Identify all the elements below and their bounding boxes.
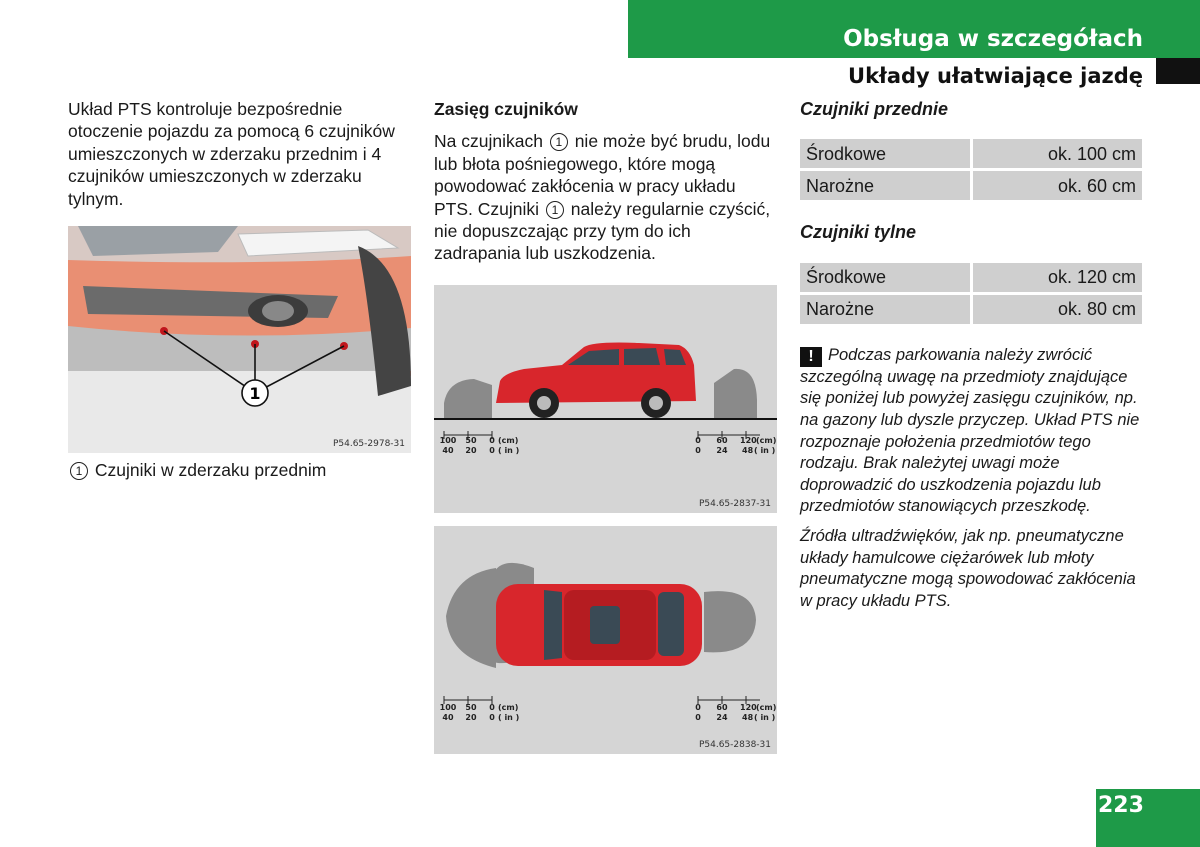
row-label: Środkowe — [800, 263, 973, 292]
scale-label: 60 — [716, 436, 728, 445]
rear-sensors-heading: Czujniki tylne — [800, 222, 917, 243]
scale-label: 48 — [742, 446, 754, 455]
scale-unit: ( in ) — [754, 713, 776, 722]
scale-unit: (cm) — [756, 703, 777, 712]
caption-text: Czujniki w zderzaku przednim — [94, 460, 327, 480]
row-value: ok. 60 cm — [973, 171, 1142, 200]
top-view-illustration — [434, 526, 777, 754]
figure-code: P54.65-2838-31 — [698, 740, 771, 750]
range-scale — [440, 431, 777, 455]
car-top-icon — [496, 584, 702, 666]
figure-code: P54.65-2978-31 — [332, 439, 405, 449]
scale-label: 50 — [465, 703, 477, 712]
scale-label: 0 — [489, 446, 495, 455]
scale-label: 20 — [465, 713, 477, 722]
chapter-tab-marker — [1156, 58, 1200, 84]
front-bumper-illustration — [68, 226, 411, 453]
scale-unit: ( in ) — [754, 446, 776, 455]
scale-label: 24 — [716, 446, 728, 455]
scale-label: 100 — [439, 436, 457, 445]
front-sensors-heading: Czujniki przednie — [800, 99, 949, 119]
front-sensors-table — [800, 136, 1142, 203]
row-label: Narożne — [800, 171, 973, 200]
sensor-range-paragraph — [434, 130, 779, 264]
scale-label: 0 — [489, 703, 495, 712]
table-row — [800, 263, 1142, 292]
section-header-bar — [628, 0, 1200, 58]
scale-label: 100 — [439, 703, 457, 712]
scale-label: 0 — [695, 703, 701, 712]
row-label: Narożne — [800, 295, 973, 324]
scale-label: 24 — [716, 713, 728, 722]
scale-label: 0 — [695, 713, 701, 722]
range-top-view-figure — [434, 526, 777, 754]
section-title: Obsługa w szczegółach — [843, 26, 1143, 52]
scale-unit: ( in ) — [498, 713, 520, 722]
note-paragraph: Źródła ultradźwięków, jak np. pneumatyczne układy hamulcowe ciężarówek lub młoty pneumatyczne mogą spowodować zakłócenia w pracy układu PTS. — [800, 526, 1136, 610]
car-side-icon — [496, 343, 696, 419]
callout-number: 1 — [249, 384, 261, 403]
scale-label: 120 — [740, 703, 757, 712]
scale-label: 20 — [465, 446, 477, 455]
table-row — [800, 139, 1142, 168]
paragraph-text: Na czujnikach — [434, 131, 543, 152]
side-view-illustration — [434, 285, 777, 513]
caption-number: 1 — [70, 462, 88, 480]
range-side-view-figure — [434, 285, 777, 513]
row-value: ok. 80 cm — [973, 295, 1142, 324]
scale-label: 48 — [742, 713, 754, 722]
chapter-title: Układy ułatwiające jazdę — [848, 64, 1143, 88]
warning-block — [800, 345, 1145, 518]
scale-label: 60 — [716, 703, 728, 712]
table-row — [800, 171, 1142, 200]
reference-number: 1 — [546, 201, 564, 219]
scale-unit: (cm) — [756, 436, 777, 445]
warning-icon: ! — [800, 347, 822, 367]
rear-sensors-table — [800, 260, 1142, 327]
scale-label: 0 — [695, 446, 701, 455]
row-value: ok. 120 cm — [973, 263, 1142, 292]
paragraph-text: nie może być brudu, lodu lub błota pośniegowego, które mogą powodować zakłócenia w pracy układu PTS. Czujniki — [434, 131, 771, 219]
intro-paragraph: Układ PTS kontroluje bezpośrednie otoczenie pojazdu za pomocą 6 czujników umieszczonych w zderzaku przednim i 4 czujników umieszczonych w zderzaku tylnym. — [68, 99, 395, 209]
scale-label: 0 — [695, 436, 701, 445]
table-row — [800, 295, 1142, 324]
scale-unit: ( in ) — [498, 446, 520, 455]
figure-caption — [68, 460, 326, 481]
row-value: ok. 100 cm — [973, 139, 1142, 168]
section-heading: Zasięg czujników — [434, 99, 578, 119]
page-number: 223 — [1096, 789, 1200, 847]
sensor-spec-column — [800, 98, 1145, 612]
scale-unit: (cm) — [498, 703, 519, 712]
scale-label: 40 — [442, 446, 454, 455]
row-label: Środkowe — [800, 139, 973, 168]
scale-unit: (cm) — [498, 436, 519, 445]
intro-column — [68, 98, 413, 210]
range-scale — [440, 696, 777, 722]
reference-number: 1 — [550, 133, 568, 151]
scale-label: 0 — [489, 436, 495, 445]
scale-label: 50 — [465, 436, 477, 445]
paragraph-text: należy regularnie czyścić, nie dopuszczając przy tym do ich zadrapania lub uszkodzenia. — [434, 198, 771, 264]
figure-code: P54.65-2837-31 — [698, 499, 771, 509]
warning-text: Podczas parkowania należy zwrócić szczególną uwagę na przedmioty znajdujące się poniżej lub powyżej zasięgu czujników, np. na gazony lub dyszle przyczep. Układ PTS nie rozpoznaje położenia przedmiotów tego rodzaju. Brak należytej uwagi może doprowadzić do uszkodzenia pojazdu lub przedmiotów stanowiących przeszkodę. — [800, 345, 1140, 516]
scale-label: 0 — [489, 713, 495, 722]
front-bumper-figure — [68, 226, 411, 453]
scale-label: 40 — [442, 713, 454, 722]
scale-label: 120 — [740, 436, 757, 445]
sensor-range-column — [434, 98, 779, 265]
